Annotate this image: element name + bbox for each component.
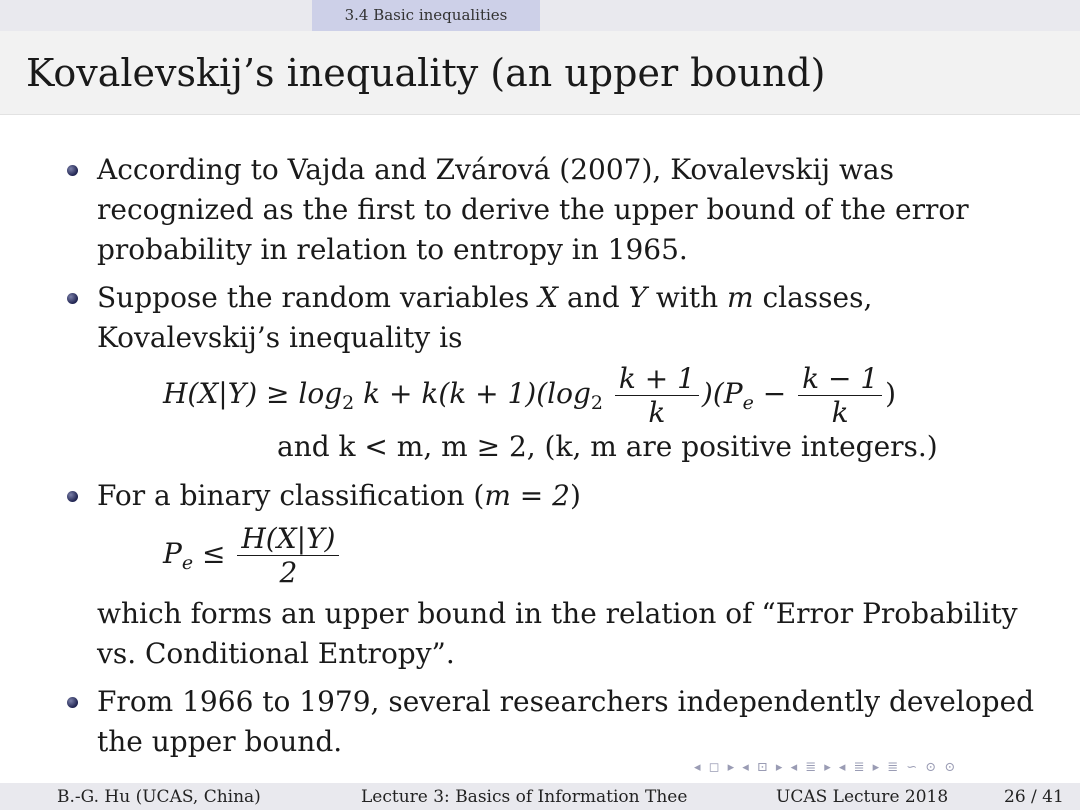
- denominator: k: [615, 395, 699, 429]
- bullet-1-line-3: probability in relation to entropy in 1965.: [97, 233, 688, 266]
- bullet-4-line-1: From 1966 to 1979, several researchers independently developed: [97, 685, 1035, 718]
- fraction-k-minus-1: [798, 362, 882, 429]
- footer-lecture: Lecture 3: Basics of Information Thee: [361, 787, 688, 807]
- bullet-3-line-1: [97, 476, 581, 516]
- text: For a binary classification (: [97, 479, 485, 512]
- denominator: 2: [237, 555, 339, 589]
- text: ): [569, 479, 581, 512]
- text: with: [647, 281, 728, 314]
- pe: P: [163, 537, 182, 570]
- log-base: 2: [590, 392, 603, 414]
- numerator: k − 1: [802, 362, 879, 395]
- text: classes,: [753, 281, 873, 314]
- footer-author: B.-G. Hu (UCAS, China): [57, 787, 261, 807]
- formula-lhs: H(X|Y) ≥ log: [163, 377, 343, 410]
- bullet-marker: [67, 697, 78, 708]
- title-bar: [0, 31, 1080, 115]
- bullet-2-line-2: Kovalevskij’s inequality is: [97, 321, 463, 354]
- bullet-3-cont-line-2: vs. Conditional Entropy”.: [97, 637, 455, 670]
- var-m: m: [727, 281, 754, 314]
- header-bar: [0, 0, 1080, 31]
- bullet-1-line-2: recognized as the first to derive the upper bound of the error: [97, 193, 969, 226]
- footer-venue: UCAS Lecture 2018: [776, 787, 949, 807]
- fraction-entropy-over-2: [237, 522, 339, 589]
- var-x: X: [538, 281, 559, 314]
- formula-pe: )(P: [701, 377, 743, 410]
- footer-bar: [0, 783, 1080, 810]
- bullet-3-cont-line-1: which forms an upper bound in the relation of “Error Probability: [97, 597, 1018, 630]
- slide-title: Kovalevskij’s inequality (an upper bound): [26, 51, 826, 95]
- text: and: [558, 281, 629, 314]
- pe-subscript: e: [742, 392, 754, 414]
- formula-mid: k + k(k + 1)(log: [354, 377, 591, 410]
- fraction-k-plus-1: [615, 362, 699, 429]
- section-tab[interactable]: 3.4 Basic inequalities: [312, 0, 540, 31]
- bullet-marker: [67, 293, 78, 304]
- text: Suppose the random variables: [97, 281, 539, 314]
- minus-sign: −: [753, 377, 796, 410]
- var-y: Y: [628, 281, 647, 314]
- navigation-icons[interactable]: ◂ ◻ ▸ ◂ ⊡ ▸ ◂ ≣ ▸ ◂ ≣ ▸ ≣ ∽ ⊙ ⊙: [694, 760, 958, 775]
- bullet-4-line-2: the upper bound.: [97, 725, 343, 758]
- bullet-1-line-1: According to Vajda and Zvárová (2007), Kovalevskij was: [97, 153, 894, 186]
- close-paren: ): [885, 377, 897, 410]
- formula-condition: and k < m, m ≥ 2, (k, m are positive integers.): [277, 430, 938, 463]
- bullet-marker: [67, 165, 78, 176]
- bullet-2-line-1: [97, 278, 872, 318]
- numerator: H(X|Y): [241, 522, 336, 555]
- footer-page-number: 26 / 41: [1004, 787, 1064, 807]
- numerator: k + 1: [618, 362, 695, 395]
- m-equals-2: m = 2: [484, 479, 570, 512]
- kovalevskij-formula: [163, 362, 896, 429]
- bullet-marker: [67, 491, 78, 502]
- pe-subscript: e: [181, 552, 194, 574]
- denominator: k: [798, 395, 882, 429]
- le-sign: ≤: [193, 537, 235, 570]
- binary-bound-formula: [163, 522, 342, 589]
- log-base: 2: [342, 392, 355, 414]
